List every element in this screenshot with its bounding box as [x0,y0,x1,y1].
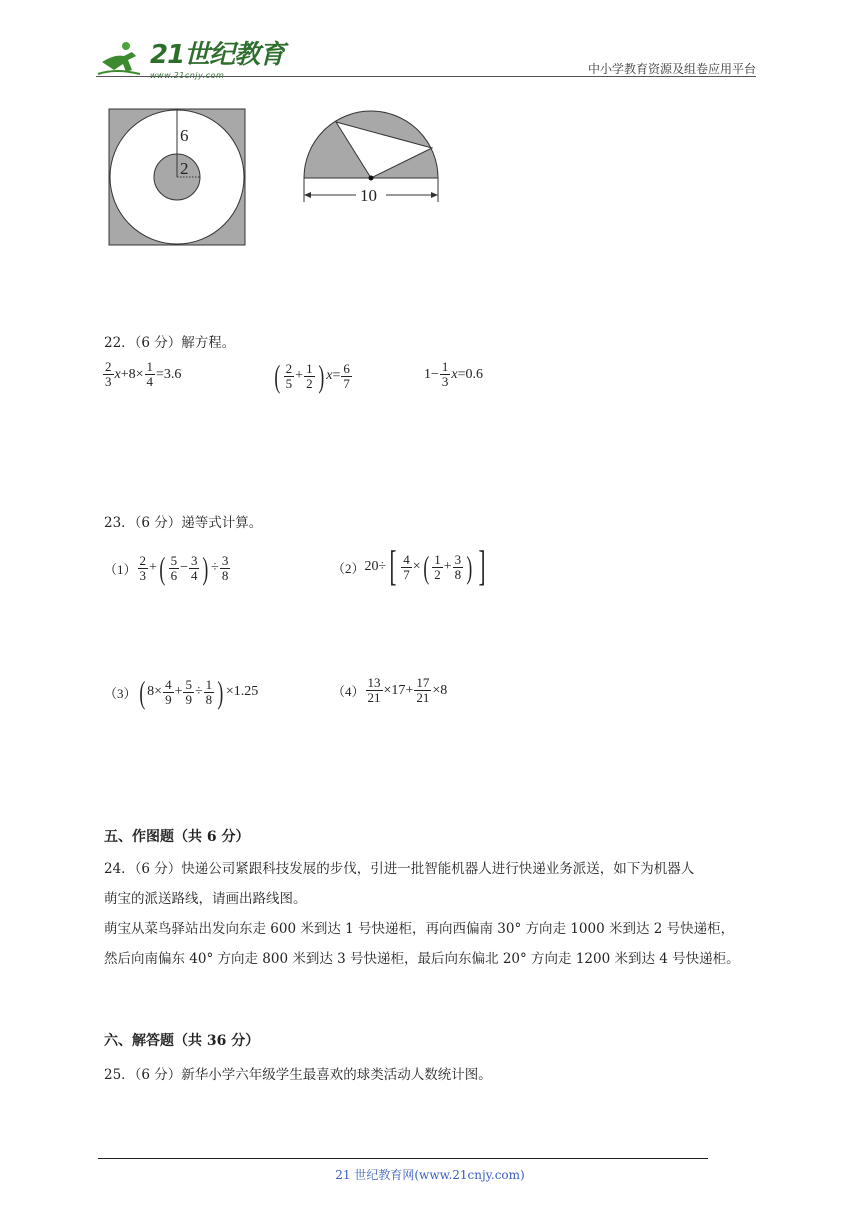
header-platform-text: 中小学教育资源及组卷应用平台 [587,62,756,76]
q23-part4: （4） $\frac{13}{21}$ ×17+ $\frac{17}{21}$ ×8 [332,675,448,705]
footer-divider [98,1158,708,1159]
q22-title: 22．（6 分）解方程。 [104,335,236,351]
q24-text: 24．（6 分）快递公司紧跟科技发展的步伐，引进一批智能机器人进行快递业务派送，如下为机器人 萌宝的派送路线，请画出路线图。 萌宝从菜鸟驿站出发向东走 600 米到达 1 号快递柜，再向西偏南 30° 方向走 1000 米到达 2 号快递柜， 然后向南偏东 40° 方向走 800 米到达 3 号快递柜，最后向东偏北 20° 方向走 1200 米到达 4 号快递柜。 [104,861,740,967]
q22-eq1: $\frac{2}{3}$ x +8× $\frac{1}{4}$ =3.6 [105,359,182,389]
outer-radius-label: 6 [180,126,189,145]
diameter-label: 10 [360,186,377,205]
q23-part2: （2） 20÷ [ $\frac{4}{7}$ × ( $\frac{1}{2}$ + $\frac{3}{8}$ ) ] [332,544,486,590]
q23-title: 23．（6 分）递等式计算。 [104,515,263,531]
q22-eq3: 1− $\frac{1}{3}$ x =0.6 [424,359,484,389]
figure-semicircle-triangle [298,110,448,210]
section6-title: 六、解答题（共 36 分） [104,1033,260,1049]
header-divider [96,76,756,77]
inner-radius-label: 2 [180,159,189,178]
logo-text: 21世纪教育 [150,40,285,70]
footer-text: 21 世纪教育网(www.21cnjy.com) [335,1168,525,1182]
site-logo [96,34,284,80]
figure-square-rings [108,108,246,246]
q23-part3: （3） ( 8× $\frac{4}{9}$ + $\frac{5}{9}$ ÷ $\frac{1}{8}$ ) ×1.25 [104,674,259,710]
q22-eq2: ( $\frac{2}{5}$ + $\frac{1}{2}$ ) x = $\frac{6}{7}$ [274,358,350,394]
section5-title: 五、作图题（共 6 分） [104,829,250,845]
q25-text: 25．（6 分）新华小学六年级学生最喜欢的球类活动人数统计图。 [104,1067,492,1083]
runner-logo-icon [96,40,148,80]
q23-part1: （1） $\frac{2}{3}$ + ( $\frac{5}{6}$ − $\frac{3}{4}$ ) ÷ $\frac{3}{8}$ [104,550,229,586]
